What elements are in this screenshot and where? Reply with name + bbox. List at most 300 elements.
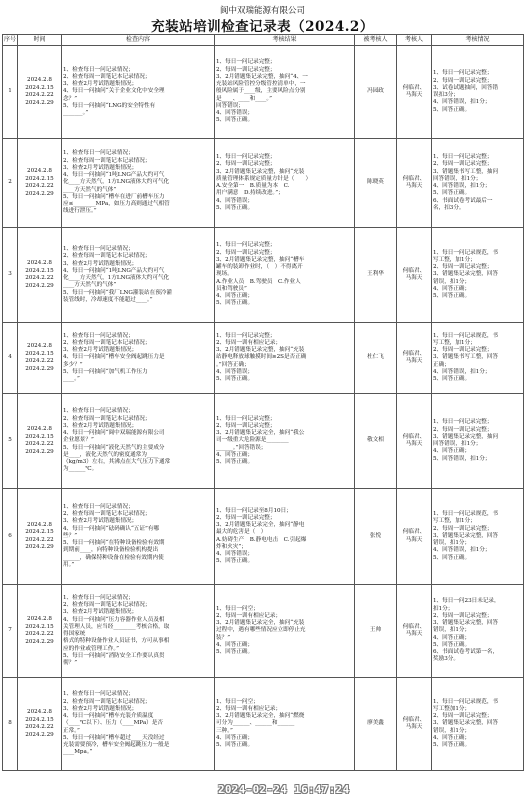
examiner-names-line: 何临君、 <box>402 433 426 440</box>
assessment-result-line: 装？” <box>216 634 231 641</box>
inspection-dates-line: 2024.2.15 <box>25 716 54 723</box>
inspection-dates-line: 2024.2.29 <box>25 448 54 455</box>
assessment-status-line: 1、每日一问记录完整； <box>433 154 493 160</box>
assessment-status <box>432 323 524 394</box>
inspection-content-line: 3、检查2月考试错题集情况； <box>63 609 138 616</box>
assessment-result-line: 4、回答错误； <box>216 197 254 204</box>
inspection-content-line: 念？” <box>63 95 78 102</box>
assessment-result-line: 4、回答错误； <box>216 551 254 557</box>
examiner-names-line: 何临君、 <box>402 175 426 182</box>
inspection-content-line: 多少？” <box>63 361 83 368</box>
assessment-status-line: 2、每周一训记录完整； <box>433 347 493 354</box>
inspection-content-line: 5、每日一问抽问“加气机工作压力 <box>63 368 148 375</box>
assessment-status-line: 3、错题集记录完整，回答 <box>433 620 499 627</box>
assessment-status-line: 4、回答错误，扣1分； <box>433 99 491 106</box>
inspection-dates-line: 2024.2.15 <box>25 350 54 357</box>
assessment-result-line: 3、2月错题集记录完全，抽问“我公 <box>216 430 305 437</box>
row-number: 8 <box>3 678 18 771</box>
assessment-status-line: 2、每周一训记录完整； <box>433 713 493 720</box>
inspection-content-line: 关管理人员，应当经________考核合格，取 <box>63 623 170 630</box>
assessment-result-line: 4、回答错误； <box>216 368 254 375</box>
assessment-status-line: 1、每日一问记录规范，书 <box>433 332 499 339</box>
examinee-name: 敬文相 <box>355 394 397 489</box>
inspection-content-line: 2、检查每周一训笔记本记录情况； <box>63 415 151 422</box>
assessment-status-line: 错误，扣1分； <box>433 727 471 734</box>
inspection-content-line: 4、每日一问抽问“砝码确认“五证”有哪 <box>63 525 160 532</box>
inspection-dates-line: 2024.2.22 <box>25 92 54 98</box>
assessment-result-line: 4、回答正确； <box>216 451 254 458</box>
assessment-status-line: 5、回答正确。 <box>433 106 471 113</box>
assessment-status-line: 4、回答错误，扣1分； <box>433 183 491 189</box>
inspection-dates <box>18 489 62 585</box>
inspection-content-line: 5、每日一问抽问“槽车超过____天没经过 <box>63 734 165 741</box>
assessment-status-line: 6、书面试卷考试第一名， <box>433 649 499 656</box>
examinee-name: 杜仁飞 <box>355 323 397 394</box>
inspection-dates-line: 2024.2.15 <box>25 84 54 91</box>
assessment-result-line: 1、每日一问记录完整； <box>216 332 276 339</box>
assessment-result-line: 5、回答正确。 <box>216 300 254 307</box>
inspection-dates-line: 2024.2.29 <box>25 731 54 738</box>
inspection-content <box>62 139 215 228</box>
examiner-names <box>397 394 432 489</box>
inspection-dates-line: 2024.2.8 <box>27 168 52 174</box>
inspection-content-line: 2、检查每周一训笔记本记录情况； <box>63 511 151 518</box>
inspection-content-line: 1、检查每日一问记录情况； <box>63 332 134 339</box>
table-row <box>3 585 524 678</box>
assessment-status-line: 5、回答正确。 <box>433 293 471 300</box>
table-row <box>3 139 524 228</box>
inspection-dates-line: 2024.2.29 <box>25 190 54 197</box>
examiner-names-line: 马海天 <box>405 724 423 730</box>
row-number: 3 <box>3 228 18 323</box>
inspection-dates-line: 2024.2.8 <box>27 260 52 266</box>
assessment-status-line: 误扣3分； <box>433 92 459 98</box>
assessment-status-line: 2、每周一训记录完整； <box>433 77 493 84</box>
inspection-content-line: 5、每日一问抽问“液化天然气的主要成分 <box>63 444 165 451</box>
assessment-result-line: 1、每日一问记录完整； <box>216 415 276 422</box>
inspection-content-line: 3、检查2月考试错题集情况； <box>63 347 138 354</box>
inspection-dates-line: 2024.2.22 <box>25 441 54 447</box>
assessment-status-line: 3、错题集记录完整，回答 <box>433 271 499 278</box>
inspection-content-line: 化____方天然气，1方LNG液体大约可气化 <box>63 275 170 281</box>
inspection-content-line: 5、每日一问抽问“槽车在进厂前槽车压力 <box>63 193 165 200</box>
examinee-name: 张悦 <box>355 489 397 585</box>
inspection-content-line: _______。” <box>63 110 89 117</box>
assessment-result <box>215 585 355 678</box>
examiner-names <box>397 139 432 228</box>
inspection-content <box>62 585 215 678</box>
inspection-content-line: 2、检查每周一训笔记本记录情况； <box>63 698 151 705</box>
row-number: 6 <box>3 489 18 585</box>
inspection-dates <box>18 139 62 228</box>
examiner-names-line: 何临君、 <box>402 350 426 357</box>
assessment-result-line: 5、回答正确。 <box>216 742 254 749</box>
examiner-names-line: 何临君、 <box>402 623 426 630</box>
assessment-result-line: 2、每周一训记录完整； <box>216 66 276 73</box>
inspection-dates-line: 2024.2.8 <box>27 616 52 622</box>
assessment-result-line: 2、每周一训有相应记录； <box>216 705 282 712</box>
assessment-result-line: 5、回答正确。 <box>216 649 254 656</box>
assessment-result-line: A.妨碍生产 B.静电电击 C.引起爆 <box>216 536 307 543</box>
inspection-dates-line: 2024.2.29 <box>25 365 54 372</box>
assessment-status-line: 4、回答正确； <box>433 734 471 741</box>
assessment-result-line: 4、回答正确； <box>216 293 254 300</box>
inspection-dates-line: 2024.2.29 <box>25 282 54 289</box>
assessment-status-line: 2、每周一训记录完整； <box>433 161 493 168</box>
table-row <box>3 46 524 139</box>
row-number: 2 <box>3 139 18 228</box>
assessment-status <box>432 394 524 489</box>
assessment-status-line: 1、每日一问记录完整； <box>433 419 493 426</box>
inspection-content-line: 企业愿景？” <box>63 437 94 444</box>
inspection-content-line: 充装需要预冷，槽车安全阀起跳压力一般是 <box>63 742 170 749</box>
assessment-status-line: 6、书面试卷考试最后一 <box>433 197 493 204</box>
examinee-name: 陈晓英 <box>355 139 397 228</box>
assessment-status <box>432 46 524 139</box>
assessment-result-line: 。”回答正确； <box>216 361 250 368</box>
assessment-result <box>215 139 355 228</box>
inspection-content-line: 2、检查每周一训笔记本记录情况； <box>63 602 151 608</box>
assessment-status-line: 4、回答错误，扣1分； <box>433 547 491 554</box>
inspection-content-line: 到期前____，向特种设备检验机构提出 <box>63 547 159 554</box>
examiner-names-line: 何临君、 <box>402 716 426 723</box>
assessment-result-line: 3、2月错题集记录完整，抽问“槽车 <box>216 256 305 263</box>
assessment-status-line: 1、每日一问记录规范，书 <box>433 511 499 518</box>
inspection-content-line: 1、检查每日一问记录情况； <box>63 691 134 698</box>
examiner-names-line: 何临君、 <box>402 529 426 536</box>
row-number: 4 <box>3 323 18 394</box>
assessment-result <box>215 394 355 489</box>
row-number: 7 <box>3 585 18 678</box>
assessment-status-line: 回答错误，扣1分； <box>433 175 482 182</box>
assessment-result-line: 5、回答正确。 <box>216 558 254 565</box>
inspection-content-line: 3、检查2月考试错题集情况； <box>63 164 138 171</box>
assessment-status-line: 2、每周一训记录完整； <box>433 612 493 619</box>
assessment-status-line: 写工整，加1分； <box>433 256 476 263</box>
assessment-result <box>215 46 355 139</box>
assessment-result-line: 回答错误； <box>216 102 244 109</box>
inspection-dates-line: 2024.2.15 <box>25 267 54 274</box>
assessment-status-line: 扣1分； <box>433 605 454 612</box>
inspection-content-line: 5、每日一问抽问“我厂LNG灌装站在预冷灌 <box>63 289 172 296</box>
assessment-status <box>432 489 524 585</box>
assessment-result-line: 司一级重大危险源是________ <box>216 437 289 444</box>
inspection-content-line: 4、每日一问抽问“1吨LNG产品大约可气 <box>63 172 165 179</box>
table-row <box>3 228 524 323</box>
assessment-status-line: 5、回答正确。 <box>433 554 471 561</box>
assessment-status-line: 5、回答正确。 <box>433 641 471 648</box>
assessment-status-line: 写工整，加1分； <box>433 518 476 525</box>
examiner-names <box>397 228 432 323</box>
assessment-status <box>432 228 524 323</box>
assessment-status-line: 3、错题集书写工整，抽问 <box>433 168 499 175</box>
assessment-result-line: 5、回答正确。 <box>216 459 254 466</box>
assessment-status-line: 名，扣3分。 <box>433 204 465 211</box>
assessment-status-line: 奖励3分。 <box>433 656 459 663</box>
assessment-result-line: 2、每周一训记录完整； <box>216 249 276 256</box>
inspection-dates-line: 2024.2.29 <box>25 638 54 645</box>
header-date: 时间 <box>18 35 62 46</box>
row-number: 5 <box>3 394 18 489</box>
examiner-names-line: 马海天 <box>405 92 423 98</box>
assessment-result-line: A.安全第一 B.质量为本 C. <box>216 183 290 189</box>
assessment-status-line: 4、回答正确； <box>433 448 471 455</box>
assessment-result-line: 5、回答正确。 <box>216 204 254 211</box>
examiner-names-line: 马海天 <box>405 183 423 189</box>
assessment-result-line: 2、每周一训有相应记录； <box>216 339 282 346</box>
inspection-content-line: 是____，液化天然气的密度通常为____ <box>63 451 159 458</box>
assessment-status-line: 2、每周一训记录完整； <box>433 426 493 433</box>
inspection-dates-line: 2024.2.8 <box>27 77 52 83</box>
assessment-result-line: 站静电释放球触摸时间≥2S是否正确 <box>216 354 307 361</box>
assessment-status-line: 写工整，加1分； <box>433 339 476 346</box>
assessment-status-line: 1、每日一问23日未记录， <box>433 598 500 605</box>
inspection-content-line: 应的作业或管理工作。” <box>63 645 119 652</box>
inspection-dates <box>18 228 62 323</box>
assessment-result-line: 最大的危害是（ ） <box>216 529 267 536</box>
assessment-status-line: 4、回答正确； <box>433 285 471 292</box>
assessment-status <box>432 139 524 228</box>
timestamp-watermark: 2024-02-24 16:47:24 <box>218 783 350 796</box>
inspection-content-line: （kg/m3）左右，其沸点在大气压力下通常 <box>63 459 171 466</box>
assessment-status-line: 1、每日一问记录完整； <box>433 70 493 77</box>
inspection-dates-line: 2024.2.22 <box>25 183 54 189</box>
inspection-dates <box>18 394 62 489</box>
assessment-result-line: 现场。 <box>216 271 233 278</box>
assessment-status <box>432 585 524 678</box>
inspection-dates-line: 2024.2.15 <box>25 433 54 440</box>
assessment-status-line: 5、回答正确。 <box>433 376 471 383</box>
inspection-content-line: 3、检查2月考试错题集情况； <box>63 422 138 429</box>
assessment-result-line: 5、回答正确。 <box>216 376 254 383</box>
header-content: 检查内容 <box>62 35 215 46</box>
inspection-content-line: ____。” <box>63 376 80 383</box>
inspection-content-line: 4、每日一问抽问“关于企业文化中安全理 <box>63 88 165 95</box>
inspection-content-line: 化____方天然气，1方LNG液体大约可气化 <box>63 179 170 186</box>
inspection-content-line: ____Mpa。” <box>63 749 93 756</box>
assessment-result-line: 3、2月错题集记录完全，抽问“充装 <box>216 620 305 627</box>
table-body <box>3 46 524 771</box>
inspection-content-line: 4、每日一问抽问“槽车安全阀起跳压力是 <box>63 354 165 361</box>
inspection-content-line: 用。” <box>63 561 75 568</box>
inspection-dates-line: 2024.2.29 <box>25 544 54 550</box>
table-row <box>3 678 524 771</box>
inspection-content-line: 装管线时，冷却速度不能超过____。” <box>63 296 153 303</box>
inspection-dates-line: 2024.2.22 <box>25 358 54 364</box>
assessment-result-line: 2、每周一训记录完整； <box>216 161 276 168</box>
inspection-content-line: 3、检查2月考试错题集情况； <box>63 518 138 525</box>
examiner-names-line: 马海天 <box>405 441 423 447</box>
assessment-result <box>215 678 355 771</box>
inspection-dates-line: 2024.2.22 <box>25 536 54 543</box>
assessment-result-line: 4、回答正确； <box>216 641 254 648</box>
header-no: 序号 <box>3 35 18 46</box>
inspection-dates-line: 2024.2.8 <box>27 709 52 715</box>
assessment-result-line: 5、回答正确。 <box>216 117 254 124</box>
assessment-status-line: 错误，扣1分； <box>433 540 471 547</box>
assessment-result-line: 般风险属于____级，主要风险点分别 <box>216 88 306 95</box>
examiner-names-line: 何临君、 <box>402 84 426 91</box>
examiner-names-line: 马海天 <box>405 358 423 364</box>
examinee-name: 冯园政 <box>355 46 397 139</box>
assessment-result-line: 3、2月错题集记录完整，抽问“充装 <box>216 168 305 175</box>
inspection-content-line: 2、检查每周一训笔记本记录情况； <box>63 73 151 80</box>
assessment-status-line: 4、回答正确； <box>433 634 471 641</box>
assessment-status-line: 3、错题集记录完整，回答 <box>433 532 499 539</box>
assessment-status-line: 5、回答错误，扣1分； <box>433 455 491 462</box>
assessment-result-line: 可分为______、______和______ <box>216 720 295 727</box>
assessment-result-line: 1、每日一问记录完整； <box>216 242 276 249</box>
inspection-content-line: 5、每日一问抽问“LNG的安全特性有 <box>63 102 156 109</box>
inspection-content-line: 线进行泄压。” <box>63 208 97 215</box>
assessment-result <box>215 228 355 323</box>
inspection-content <box>62 678 215 771</box>
examiner-names <box>397 489 432 585</box>
assessment-status-line: 错误，扣1分； <box>433 627 471 634</box>
inspection-content-line: 2、检查每周一训笔记本记录情况； <box>63 253 151 260</box>
inspection-dates-line: 2024.2.29 <box>25 99 54 106</box>
examiner-names-line: 马海天 <box>405 631 423 637</box>
assessment-status-line: 4、回答错误，扣1分； <box>433 368 491 375</box>
company-name: 阆中双瑞能源有限公司 <box>219 6 305 16</box>
assessment-status-line: 5、回答正确。 <box>433 190 471 197</box>
assessment-result-line: 2、每周一训有相应记录； <box>216 612 282 619</box>
assessment-status-line: 3、错题集书写工整，回答 <box>433 354 499 361</box>
examiner-names <box>397 678 432 771</box>
inspection-content-line: 3、检查2月考试错题集情况； <box>63 260 138 267</box>
inspection-content-line: 1、检查每日一问记录情况； <box>63 66 134 73</box>
assessment-result-line: 1、每日一问空； <box>216 605 259 612</box>
assessment-result-line: 3、2月错题集记录完整，抽问“充装 <box>216 347 305 354</box>
examiner-names <box>397 46 432 139</box>
assessment-result-line: 炸和火灾”； <box>216 543 247 550</box>
inspection-content-line: 些？” <box>63 532 78 539</box>
examiner-names-line: 马海天 <box>405 536 423 543</box>
table-row <box>3 394 524 489</box>
assessment-result-line: 充装站风险管控分级管控清单中，一 <box>216 81 306 88</box>
inspection-content-line: 1、检查每日一问记录情况； <box>63 246 134 252</box>
assessment-status-line: 回答错误，扣1分； <box>433 441 482 447</box>
inspection-content-line: ______，确保特种设备在检验有效期内使 <box>63 554 164 561</box>
assessment-result-line: 1、每日一问记录完整； <box>216 59 276 66</box>
inspection-content-line: 为______℃。 <box>63 466 98 473</box>
inspection-content-line: 4、每日一问抽问“1吨LNG产品大约可气 <box>63 267 165 274</box>
examiner-names-line: 何临君、 <box>402 267 426 274</box>
assessment-status-line: 3、错题集记录完整，抽问 <box>433 433 499 440</box>
inspection-content-line: 1、检查每日一问记录情况； <box>63 150 134 157</box>
row-number: 1 <box>3 46 18 139</box>
inspection-dates <box>18 678 62 771</box>
inspection-content-line: 3、检查2月考试错题集情况； <box>63 705 138 712</box>
inspection-content-line: 4、每日一问抽问“槽车充装介质温度 <box>63 713 154 720</box>
assessment-result-line: 1、每日一问记录至8月10日； <box>216 507 292 514</box>
header-examiner: 考核人 <box>397 35 432 46</box>
inspection-content-line: 1、检查每日一问记录情况； <box>63 594 134 601</box>
assessment-result-line: 员和驾驶员” <box>216 285 247 292</box>
inspection-content-line: 格式的特种设备作业人员证书，方可从事相 <box>63 638 170 645</box>
inspection-content <box>62 46 215 139</box>
assessment-result-line: 1、每日一问记录完整； <box>216 154 276 160</box>
inspection-content-line: 1、检查每日一问记录情况； <box>63 503 134 510</box>
assessment-result-line: ______。”回答错误； <box>216 444 267 451</box>
examinee-name: 王帅 <box>355 585 397 678</box>
inspection-content-line: 4、每日一问抽问“压力容器作业人员及相 <box>63 616 165 623</box>
inspection-dates-line: 2024.2.22 <box>25 724 54 730</box>
assessment-result-line: 3、2月错题集记录完整，抽问“4、一 <box>216 73 308 80</box>
assessment-status <box>432 678 524 771</box>
assessment-result-line: 是____、____和____。” <box>216 95 272 102</box>
inspection-content-line: 5、每日一问抽问“在特种设备检验有效期 <box>63 540 165 547</box>
inspection-content-line: 彻？” <box>63 660 78 666</box>
header-result: 考核结果 <box>215 35 355 46</box>
inspection-content-line: 2、检查每周一训笔记本记录情况； <box>63 339 151 346</box>
assessment-result-line: 罐车的装卸作业时，（ ）不得离开 <box>216 264 303 271</box>
inspection-dates <box>18 585 62 678</box>
header-examinee: 被考核人 <box>355 35 397 46</box>
assessment-result-line: 质量管理体系规定质量方针是（ ） <box>216 175 312 182</box>
inspection-dates-line: 2024.2.15 <box>25 529 54 535</box>
assessment-result-line: A.作业人员 B.驾驶员 C.作业人 <box>216 278 301 285</box>
assessment-result-line: 2、每周一训记录完整； <box>216 422 276 429</box>
assessment-result-line: 过程中，遇有哪些情况应立即停止充 <box>216 627 306 634</box>
assessment-status-line: 2、每周一训记录完整； <box>433 525 493 532</box>
inspection-dates-line: 2024.2.15 <box>25 175 54 182</box>
assessment-status-line: 1、每日一问记录规范，书 <box>433 698 499 705</box>
header-assessment: 考核情况 <box>432 35 524 46</box>
inspection-content <box>62 228 215 323</box>
inspection-content-line: 1、检查每日一问记录情况； <box>63 408 134 415</box>
page-title: 充装站培训检查记录表（2024.2） <box>151 19 374 35</box>
assessment-status-line: 5、回答正确。 <box>433 742 471 749</box>
examiner-names <box>397 585 432 678</box>
inspection-dates <box>18 323 62 394</box>
table-header-row <box>3 35 524 46</box>
examinee-name: 廖美鑫 <box>355 678 397 771</box>
inspection-content-line: 3、检查2月考试错题集情况； <box>63 81 138 88</box>
assessment-status-line: 正确； <box>433 361 450 368</box>
inspection-dates-line: 2024.2.8 <box>27 521 52 528</box>
inspection-content-line: ____方天然气的气体” <box>63 282 117 289</box>
assessment-result-line: 3、2月错题集记录完全，抽问“燃烧 <box>216 713 305 720</box>
inspection-content-line: 应≤________MPa，如压力高则通过气相管 <box>63 201 170 208</box>
inspection-table <box>2 34 524 771</box>
inspection-dates <box>18 46 62 139</box>
assessment-result-line: 用户满意 D.持续改进。”； <box>216 190 284 197</box>
examiner-names <box>397 323 432 394</box>
assessment-result <box>215 323 355 394</box>
assessment-status-line: 写工整加1分； <box>433 705 471 712</box>
inspection-content <box>62 394 215 489</box>
assessment-result-line: 三种。” <box>216 727 233 734</box>
inspection-content-line: 正常。” <box>63 727 80 734</box>
examiner-names-line: 马海天 <box>405 275 423 281</box>
assessment-status-line: 2、每周一训记录完整； <box>433 264 493 271</box>
inspection-dates-line: 2024.2.15 <box>25 623 54 630</box>
inspection-dates-line: 2024.2.8 <box>27 426 52 432</box>
assessment-result-line: 2、每周一训记录完整； <box>216 514 276 521</box>
inspection-content <box>62 323 215 394</box>
inspection-content-line: 5、每日一问抽问“消防安全工作要认真贯 <box>63 652 165 659</box>
assessment-result <box>215 489 355 585</box>
inspection-dates-line: 2024.2.22 <box>25 631 54 637</box>
assessment-result-line: 3、2月错题集记录完全，抽问“静电 <box>216 522 305 528</box>
inspection-content-line: 2、检查每周一训笔记本记录情况； <box>63 157 151 164</box>
inspection-dates-line: 2024.2.8 <box>27 343 52 349</box>
inspection-content-line: ____方天然气的气体” <box>63 186 117 193</box>
table-row <box>3 489 524 585</box>
assessment-result-line: 4、回答错误； <box>216 110 254 117</box>
assessment-status-line: 1、每日一问记录规范，书 <box>433 249 499 256</box>
